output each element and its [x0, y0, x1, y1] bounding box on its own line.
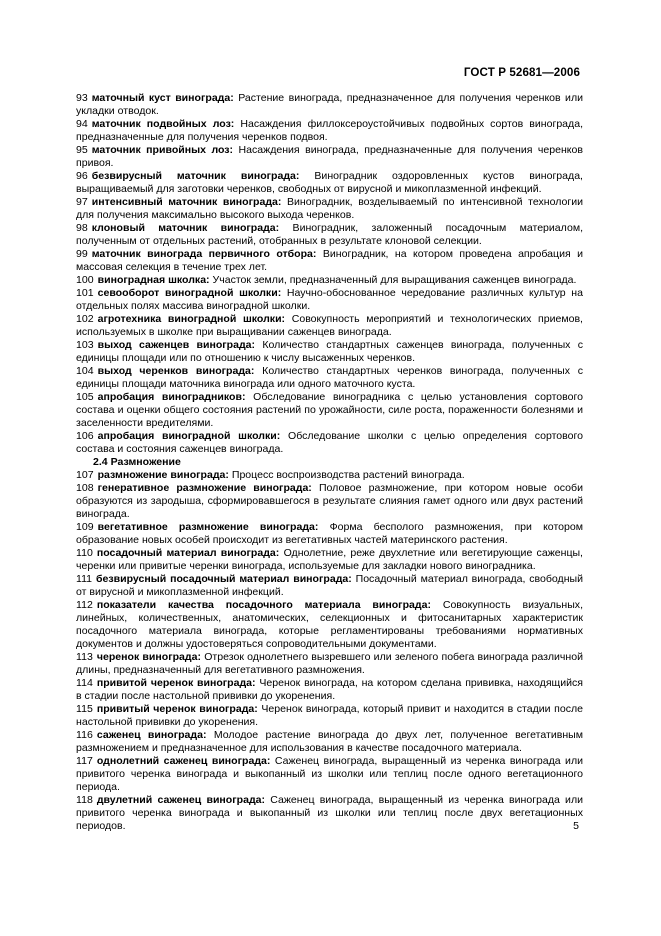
entry-definition: Процесс воспроизводства растений винограда.: [231, 469, 465, 481]
entry-term: безвирусный посадочный материал винограда:: [96, 573, 352, 585]
document-id: ГОСТ Р 52681—2006: [463, 66, 580, 79]
entry-number: 93: [76, 92, 88, 104]
entry-term: безвирусный маточник винограда:: [91, 170, 300, 182]
entry-term: маточник привойных лоз:: [91, 144, 234, 156]
entry-definition: Научно-обоснованное чередование различных культур на отдельных полях массива виноградной школки.: [76, 287, 583, 312]
entry-definition: Совокупность визуальных, линейных, количественных, анатомических, селекционных и фитосанитарных характеристик посадочного материала винограда, которые регламентированы требованиями нормативных документов и должны удостоверяться сопроводительными документами.: [76, 599, 584, 650]
entry-number: 115: [76, 703, 93, 715]
entry-number: 105: [76, 391, 94, 403]
term-entry: [76, 287, 583, 313]
term-entry: [76, 144, 583, 170]
entry-number: 116: [76, 729, 93, 741]
term-entry: [76, 430, 583, 456]
term-entry: [76, 365, 583, 391]
entry-definition: Черенок винограда, на котором сделана прививка, находящийся в стадии после настольной прививки до укоренения.: [76, 677, 583, 702]
entry-number: 102: [76, 313, 94, 325]
term-entry: [76, 794, 583, 833]
term-entry: [76, 729, 583, 755]
entry-term: виноградная школка:: [97, 274, 210, 286]
entry-definition: Виноградник, возделываемый по интенсивной технологии для получения максимально высокого выхода черенков.: [76, 196, 584, 221]
document-body: [76, 92, 583, 833]
term-entry: [76, 92, 583, 118]
entry-number: 112: [76, 599, 93, 611]
entry-definition: Саженец винограда, выращенный из черенка винограда или привитого черенка винограда и выкопанный из школки или теплиц после двух вегетационных периодов.: [76, 794, 583, 832]
terms-list-b: [76, 469, 583, 833]
entry-term: клоновый маточник винограда:: [91, 222, 280, 234]
entry-term: черенок винограда:: [96, 651, 201, 663]
entry-definition: Растение винограда, предназначенное для получения черенков или укладки отводок.: [76, 92, 583, 117]
entry-number: 99: [76, 248, 88, 260]
entry-number: 101: [76, 287, 94, 299]
term-entry: [76, 248, 583, 274]
term-entry: [76, 391, 583, 430]
entry-number: 114: [76, 677, 93, 689]
term-entry: [76, 339, 583, 365]
entry-term: маточник винограда первичного отбора:: [91, 248, 317, 260]
entry-definition: Обследование школки с целью определения сортового состава и состояния саженцев винограда.: [76, 430, 583, 455]
entry-number: 117: [76, 755, 93, 767]
entry-term: агротехника виноградной школки:: [97, 313, 286, 325]
term-entry: [76, 170, 583, 196]
entry-number: 107: [76, 469, 94, 481]
entry-definition: Виноградник, на котором проведена апробация и массовая селекция в течение трех лет.: [76, 248, 583, 273]
entry-number: 97: [76, 196, 88, 208]
term-entry: [76, 651, 583, 677]
term-entry: [76, 469, 583, 482]
term-entry: [76, 703, 583, 729]
entry-term: апробация виноградной школки:: [97, 430, 281, 442]
term-entry: [76, 573, 583, 599]
entry-definition: Половое размножение, при котором новые особи образуются из зародыша, сформировавшегося в результате слияния гамет одного или двух растений винограда.: [76, 482, 583, 520]
entry-definition: Черенок винограда, который привит и находится в стадии после настольной прививки до укоренения.: [76, 703, 583, 728]
entry-number: 111: [76, 573, 93, 585]
entry-term: размножение винограда:: [97, 469, 229, 481]
entry-definition: Количество стандартных саженцев винограда, полученных с единицы площади или по отношению к числу высаженных черенков.: [76, 339, 583, 364]
term-entry: [76, 599, 583, 651]
entry-number: 103: [76, 339, 94, 351]
entry-definition: Однолетние, реже двухлетние или вегетирующие саженцы, черенки или привитые черенки винограда, используемые для закладки нового виноградника.: [76, 547, 583, 572]
entry-term: маточник подвойных лоз:: [91, 118, 235, 130]
entry-term: выход черенков винограда:: [97, 365, 255, 377]
entry-number: 108: [76, 482, 94, 494]
entry-number: 94: [76, 118, 88, 130]
entry-term: генеративное размножение винограда:: [97, 482, 312, 494]
entry-definition: Виноградник, заложенный посадочным материалом, полученным от отдельных растений, отобранных в результате клоновой селекции.: [76, 222, 583, 247]
entry-term: саженец винограда:: [96, 729, 207, 741]
term-entry: [76, 521, 583, 547]
entry-term: выход саженцев винограда:: [97, 339, 256, 351]
term-entry: [76, 313, 583, 339]
entry-number: 104: [76, 365, 94, 377]
entry-term: привитой черенок винограда:: [96, 677, 256, 689]
term-entry: [76, 222, 583, 248]
term-entry: [76, 677, 583, 703]
term-entry: [76, 755, 583, 794]
entry-definition: Форма бесполого размножения, при котором образование новых особей происходит из вегетативных частей материнского растения.: [76, 521, 583, 546]
entry-definition: Молодое растение винограда до двух лет, полученное вегетативным размножением и предназначенное для использования в качестве посадочного материала.: [76, 729, 583, 754]
entry-definition: Виноградник оздоровленных кустов винограда, выращиваемый для заготовки черенков, свободных от вирусной и микоплазменной инфекций.: [76, 170, 583, 195]
entry-term: однолетний саженец винограда:: [96, 755, 271, 767]
entry-term: двулетний саженец винограда:: [96, 794, 266, 806]
term-entry: [76, 482, 583, 521]
entry-definition: Посадочный материал винограда, свободный от вирусной и микоплазменной инфекций.: [76, 573, 583, 598]
entry-number: 95: [76, 144, 88, 156]
entry-number: 110: [76, 547, 93, 559]
entry-term: маточный куст винограда:: [91, 92, 234, 104]
term-entry: [76, 196, 583, 222]
entry-term: показатели качества посадочного материала винограда:: [96, 599, 431, 611]
entry-term: привитый черенок винограда:: [96, 703, 258, 715]
entry-term: интенсивный маточник винограда:: [91, 196, 282, 208]
entry-term: севооборот виноградной школки:: [97, 287, 282, 299]
page-number: 5: [573, 820, 579, 832]
entry-term: апробация виноградников:: [97, 391, 246, 403]
entry-definition: Участок земли, предназначенный для выращивания саженцев винограда.: [212, 274, 577, 286]
entry-term: посадочный материал винограда:: [96, 547, 280, 559]
entry-definition: Отрезок однолетнего вызревшего или зеленого побега винограда различной длины, предназначенный для вегетативного размножения.: [76, 651, 583, 676]
section-heading: 2.4 Размножение: [93, 456, 181, 468]
entry-definition: Количество стандартных черенков винограда, полученных с единицы площади маточника винограда или одного маточного куста.: [76, 365, 583, 390]
term-entry: [76, 547, 583, 573]
entry-number: 118: [76, 794, 93, 806]
term-entry: [76, 274, 583, 287]
entry-definition: Саженец винограда, выращенный из черенка винограда или привитого черенка винограда и выкопанный из школки или теплиц после одного вегетационного периода.: [76, 755, 583, 793]
term-entry: [76, 118, 583, 144]
entry-number: 98: [76, 222, 88, 234]
entry-number: 96: [76, 170, 88, 182]
entry-definition: Насаждения филлоксероустойчивых подвойных сортов винограда, предназначенные для получения черенков подвоя.: [76, 118, 583, 143]
entry-definition: Совокупность мероприятий и технологических приемов, используемых в школке при выращивании саженцев винограда.: [76, 313, 583, 338]
entry-number: 109: [76, 521, 94, 533]
entry-number: 113: [76, 651, 93, 663]
entry-definition: Насаждения винограда, предназначенные для получения черенков привоя.: [76, 144, 583, 169]
entry-definition: Обследование виноградника с целью установления сортового состава и оценки общего состояния растений по урожайности, силе роста, пораженности болезнями и заселенности вредителями.: [76, 391, 583, 429]
entry-term: вегетативное размножение винограда:: [97, 521, 319, 533]
entry-number: 106: [76, 430, 94, 442]
entry-number: 100: [76, 274, 94, 286]
terms-list-a: [76, 92, 583, 456]
